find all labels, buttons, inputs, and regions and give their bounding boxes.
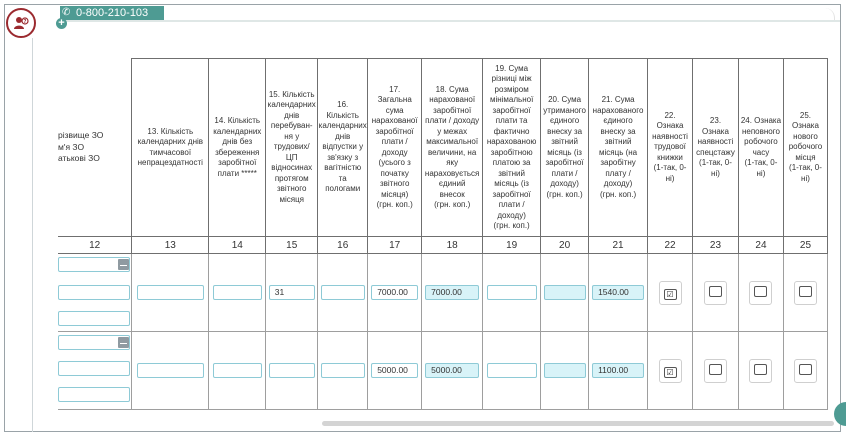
col-number: 22 [648, 237, 693, 254]
col-number: 13 [132, 237, 209, 254]
accrued-contribution-field[interactable]: 1540.00 [592, 285, 644, 300]
cell-23 [693, 332, 739, 410]
first-name-field[interactable] [58, 361, 130, 376]
support-avatar-icon[interactable] [6, 8, 36, 38]
col-number: 25 [783, 237, 827, 254]
table-row [58, 254, 828, 332]
cell-19 [483, 332, 541, 410]
cell-23 [693, 254, 739, 332]
cell-25 [783, 332, 827, 410]
cell-22 [648, 332, 693, 410]
name-cell [58, 332, 132, 410]
col-number: 14 [209, 237, 266, 254]
svg-text:?: ? [23, 19, 27, 25]
cell-18 [422, 254, 483, 332]
special-experience-checkbox[interactable] [709, 286, 722, 297]
first-name-field[interactable] [58, 285, 130, 300]
col-header-22: 22. Ознака наявності трудової книжки (1-так, 0- ні) [648, 59, 693, 237]
cell-24 [738, 332, 783, 410]
cell-21 [589, 254, 648, 332]
cell-20 [541, 254, 589, 332]
col-number: 19 [483, 237, 541, 254]
col-header-21: 21. Сума нарахованого єдиного внеску за звітний місяць (на заробітну плату / доходу) (грн. коп.) [589, 59, 648, 237]
col-header-25: 25. Ознака нового робочого місця (1-так, 0- ні) [783, 59, 827, 237]
sick-days-field[interactable] [137, 363, 204, 378]
col-header-19: 19. Сума різниці між розміром мінімальної заробітної плати та фактично нарахованою заробітною платою за звітний місяць (із заробітної плати / доходу) (грн. коп.) [483, 59, 541, 237]
sick-days-field[interactable] [137, 285, 204, 300]
work-days-field[interactable] [269, 363, 315, 378]
report-table-viewport[interactable] [58, 58, 828, 418]
cell-14 [209, 332, 266, 410]
col-header-20: 20. Сума утриманого єдиного внеску за звітний місяць (із заробітної плати / доходу) (грн. коп.) [541, 59, 589, 237]
cell-19 [483, 254, 541, 332]
part-time-checkbox[interactable] [754, 286, 767, 297]
add-icon[interactable]: + [56, 18, 67, 29]
top-divider [60, 20, 840, 22]
document-icon[interactable] [118, 337, 129, 348]
checkbox-wrapper [659, 281, 682, 305]
cell-22 [648, 254, 693, 332]
col-number: 21 [589, 237, 648, 254]
maternity-days-field[interactable] [321, 363, 365, 378]
unpaid-days-field[interactable] [213, 285, 262, 300]
col-header-13: 13. Кількість календарних днів тимчасової непрацездатності [132, 59, 209, 237]
hotline-number[interactable]: 0-800-210-103 [76, 7, 149, 19]
hotline-bar [60, 6, 164, 20]
col-number: 15 [266, 237, 318, 254]
table-row [58, 332, 828, 410]
cell-15 [266, 254, 318, 332]
col-header-15: 15. Кількість календарних днів перебуван- ня у трудових/ ЦП відносинах протягом звітного місяця [266, 59, 318, 237]
withheld-contribution-field[interactable] [544, 285, 586, 300]
col-header-18: 18. Сума нарахованої заробітної плати / доходу у межах максимальної величини, на яку нараховується єдиний внесок (грн. коп.) [422, 59, 483, 237]
patronymic-field[interactable] [58, 311, 130, 326]
total-salary-field[interactable]: 5000.00 [371, 363, 418, 378]
min-wage-difference-field[interactable] [487, 363, 537, 378]
accrued-contribution-field[interactable]: 1100.00 [592, 363, 644, 378]
report-table [58, 58, 828, 410]
part-time-checkbox[interactable] [754, 364, 767, 375]
col-header-23: 23. Ознака наявності спецстажу (1-так, 0- ні) [693, 59, 739, 237]
col-number: 12 [58, 237, 132, 254]
name-cell [58, 254, 132, 332]
sidebar-divider [32, 38, 33, 432]
special-experience-checkbox[interactable] [709, 364, 722, 375]
cell-17 [368, 254, 422, 332]
checkbox-wrapper [704, 281, 727, 305]
unpaid-days-field[interactable] [213, 363, 262, 378]
col-number: 18 [422, 237, 483, 254]
cell-15 [266, 332, 318, 410]
total-salary-field[interactable]: 7000.00 [371, 285, 418, 300]
new-workplace-checkbox[interactable] [799, 364, 812, 375]
cell-17 [368, 332, 422, 410]
col-header-17: 17. Загальна сума нарахованої заробітної плати / доходу (усього з початку звітного місяця) (грн. коп.) [368, 59, 422, 237]
col-header-24: 24. Ознака неповного робочого часу (1-так, 0- ні) [738, 59, 783, 237]
phone-icon: ✆ [62, 7, 71, 18]
cell-14 [209, 254, 266, 332]
col-number: 17 [368, 237, 422, 254]
patronymic-field[interactable] [58, 387, 130, 402]
work-days-field[interactable]: 31 [269, 285, 315, 300]
checkbox-wrapper [794, 359, 817, 383]
cell-16 [318, 332, 368, 410]
cell-24 [738, 254, 783, 332]
work-book-checkbox[interactable]: ☑ [664, 367, 677, 378]
maternity-days-field[interactable] [321, 285, 365, 300]
checkbox-wrapper [794, 281, 817, 305]
col-header-16: 16. Кількість календарних днів відпустки у зв'язку з вагітністю та пологами [318, 59, 368, 237]
col-number: 24 [738, 237, 783, 254]
cell-13 [132, 254, 209, 332]
checkbox-wrapper [749, 359, 772, 383]
cell-16 [318, 254, 368, 332]
col-number: 20 [541, 237, 589, 254]
withheld-contribution-field[interactable] [544, 363, 586, 378]
checkbox-wrapper [659, 359, 682, 383]
cell-25 [783, 254, 827, 332]
col-header-12: різвище ЗО м'я ЗО атькові ЗО [58, 59, 132, 237]
col-number: 16 [318, 237, 368, 254]
document-icon[interactable] [118, 259, 129, 270]
checkbox-wrapper [704, 359, 727, 383]
min-wage-difference-field[interactable] [487, 285, 537, 300]
checkbox-wrapper [749, 281, 772, 305]
salary-within-max-field[interactable]: 7000.00 [425, 285, 479, 300]
work-book-checkbox[interactable]: ☑ [664, 289, 677, 300]
salary-within-max-field[interactable]: 5000.00 [425, 363, 479, 378]
cell-20 [541, 332, 589, 410]
col-number: 23 [693, 237, 739, 254]
cell-18 [422, 332, 483, 410]
new-workplace-checkbox[interactable] [799, 286, 812, 297]
col-header-14: 14. Кількість календарних днів без збереження заробітної плати ***** [209, 59, 266, 237]
cell-13 [132, 332, 209, 410]
horizontal-scrollbar[interactable] [322, 421, 834, 426]
cell-21 [589, 332, 648, 410]
